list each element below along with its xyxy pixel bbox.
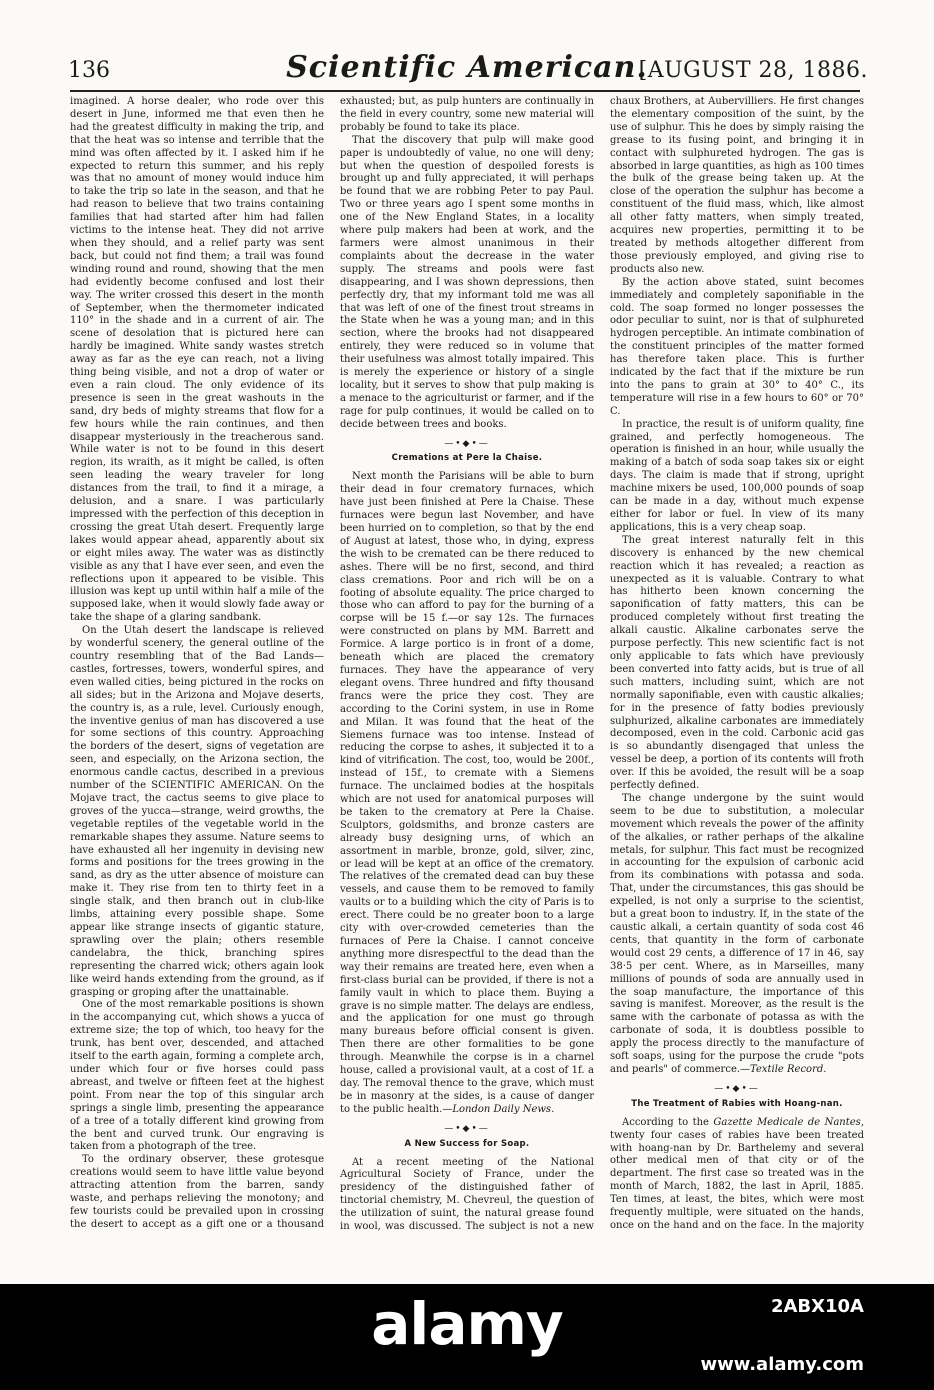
article-heading-cremations: Cremations at Pere la Chaise. <box>391 453 543 464</box>
paragraph-text: According to the <box>622 1116 714 1128</box>
article-paragraph: One of the most remarkable positions is shown in the accompanying cut, which shows a yucca of extreme size; the top of which, too heavy for the trunk, has bent over, descended, and attached itself to the earth again, forming a complete arch, under which four or five horses could pass abreast, and twelve or fifteen feet at the highest point. From near the top of this singular arch springs a single limb, presenting the appearance of a tree of a totally different kind growing from the bent and curved trunk. Our engraving is taken from a photograph of the tree. <box>70 999 324 1153</box>
issue-date: [AUGUST 28, 1886. <box>638 58 868 83</box>
paragraph-text: Next month the Parisians will be able to burn their dead in four crematory furnaces, which have just been finished at Pere la Chaise. These furnaces were begun last November, and have been hurried on to completion, so that by the end of August at latest, those who, in dying, express the wish to be cremated can be there reduced to ashes. There will be no first, second, and third class cremations. Poor and rich will be on a footing of absolute equality. The price charged to those who can afford to pay for the burning of a corpse will be 15 f.—or say 12s. The furnaces were constructed on plans by MM. Barrett and Formice. A large portico is in front of a dome, beneath which are placed the crematory furnaces. They have the appearance of very elegant ovens. Three hundred and fifty thousand francs were the price they cost. They are according to the Corini system, in use in Rome and Milan. It was found that the heat of the Siemens furnace was too intense. Instead of reducing the corpse to ashes, it subjected it to a kind of vitrification. The cost, too, would be 200f., instead of 15f., to cremate with a Siemens furnace. The unclaimed bodies at the hospitals which are not used for anatomical purposes will be taken to the crematory at Pere la Chaise. Sculptors, goldsmiths, and bronze casters are already busy designing urns, of which an assortment in marble, bronze, gold, silver, zinc, or lead will be kept at an office of the crematory. The relatives of the cremated dead can buy these vessels, and cause them to be removed to family vaults or to a building which the city of Paris is to erect. There could be no greater boon to a large city with over-crowded cemeteries than the furnaces of Pere la Chaise. I cannot conceive anything more disrespectful to the dead than the way their remains are treated here, even when a first-class burial can be provided, if there is not a family vault in which to place them. Buying a grave is no simple matter. The delays are endless, and the application for one must go through many bureaus before official consent is given. Then there are other formalities to be gone through. Meanwhile the corpse is in a charnel house, called a provisional vault, at a cost of 1f. a day. The removal thence to the grave, which must be in masonry at the sides, is a cause of danger to the public health.— <box>340 471 594 1115</box>
source-citation: London Daily News. <box>452 1103 555 1115</box>
stock-watermark-band <box>0 1284 934 1390</box>
source-citation: Textile Record. <box>750 1063 827 1075</box>
column-3 <box>610 96 864 1232</box>
article-paragraph: chaux Brothers, at Aubervilliers. He first changes the elementary composition of the suint, by the use of sulphur. This he does by simply raising the grease to its fusing point, and bringing it in contact with sulphureted hydrogen. The gas is absorbed in large quantities, as high as 100 times the bulk of the grease being taken up. At the close of the operation the sulphur has become a constituent of the fluid mass, which, like almost all other fatty matters, when simply treated, acquires new properties, permitting it to be treated by methods altogether different from those previously employed, and giving rise to products also new. <box>610 96 864 275</box>
section-ornament: —•◆•— <box>444 438 490 449</box>
article-paragraph: imagined. A horse dealer, who rode over this desert in June, informed me that even then he had the greatest difficulty in making the trip, and that the heat was so intense and terrible that the mind was often affected by it. I asked him if he expected to return this summer, and his reply was that no amount of money would induce him to take the trip so late in the season, and that he had reason to believe that two trains containing families that had started after him had fallen victims to the intense heat. They did not arrive when they should, and a relief party was sent back, but could not find them; a trail was found winding round and round, showing that the men had evidently become confused and lost their way. The writer crossed this desert in the month of September, when the thermometer indicated 110° in the shade and in a current of air. The scene of desolation that is pictured here can hardly be imagined. White sandy wastes stretch away as far as the eye can reach, not a living thing being visible, and not a drop of water or even a rain cloud. The only evidence of its presence is seen in the great washouts in the sand, dry beds of mighty streams that flow for a few hours while the rain continues, and then disappear mysteriously in the treacherous sand. While water is not to be found in this desert region, its wraith, as it might be called, is often seen leading the weary traveler for long distances from the trail, to find it a mirage, a delusion, and a snare. I was particularly impressed with the perfection of this deception in crossing the great Utah desert. Frequently large lakes would appear ahead, apparently about six or eight miles away. The water was as distinctly visible as any that I have ever seen, and even the reflections upon it appeared to be visible. This illusion was kept up until within half a mile of the supposed lake, when it would slowly fade away or take the shape of a glaring sandbank. <box>70 96 324 624</box>
masthead-title: Scientific American. <box>286 50 648 85</box>
source-citation: Gazette Medicale de Nantes <box>713 1116 861 1128</box>
alamy-logo: alamy <box>371 1290 563 1358</box>
watermark-url: www.alamy.com <box>700 1354 864 1375</box>
article-paragraph: In practice, the result is of uniform quality, fine grained, and perfectly homogeneous. The operation is finished in an hour, while usually the making of a batch of soda soap takes six or eight days. The claim is made that if strong, upright machine mixers be used, 100,000 pounds of soap can be made in a day, without much expense either for labor or fuel. In view of its many applications, this is a very cheap soap. <box>610 418 864 533</box>
article-paragraph: That the discovery that pulp will make good paper is undoubtedly of value, no one will deny; but when the question of despoiled forests is brought up and fully appreciated, it will perhaps be found that we are robbing Peter to pay Paul. Two or three years ago I spent some months in one of the New England States, in a locality where pulp makers had been at work, and the farmers were almost unanimous in their complaints about the decrease in the water supply. The streams and pools were fast disappearing, and I was shown depressions, then perfectly dry, that my informant told me was all that was left of one of the finest trout streams in the State when he was a young man; and in this section, where the brooks had not disappeared entirely, they were reduced so in volume that their usefulness was almost totally impaired. This is merely the experience or history of a single locality, but it serves to show that pulp making is a menace to the agriculturist or farmer, and if the rage for pulp continues, it would be called on to decide between trees and books. <box>340 134 594 430</box>
article-paragraph <box>610 793 864 1077</box>
section-ornament: —•◆•— <box>444 1123 490 1134</box>
paragraph-text: , twenty four cases of rabies have been treated with hoang-nan by Dr. Barthelemy and several other medical men of that city or of the department. The first case so treated was in the month of March, 1882, the last in April, 1885. Ten times, at least, the bites, which were most frequently multiple, were situated on the hands, once on the hand and on the face. In the majority <box>610 1116 864 1231</box>
article-paragraph <box>610 1117 864 1232</box>
article-paragraph: On the Utah desert the landscape is relieved by wonderful scenery, the general outline of the country resembling that of the Bad Lands—castles, fortresses, towers, wonderful spires, and even walled cities, being pictured in the rocks on all sides; but in the Arizona and Mojave deserts, the country is, as a rule, level. Curiously enough, the inventive genius of man has discovered a use for some sections of this country. Approaching the borders of the desert, signs of vegetation are seen, and especially, on the Arizona section, the enormous candle cactus, described in a previous number of the SCIENTIFIC AMERICAN. On the Mojave tract, the cactus seems to give place to groves of the yucca—strange, weird growths, the vegetable reptiles of the vegetable world in the remarkable shapes they assume. Nature seems to have exhausted all her ingenuity in devising new forms and positions for the trees growing in the sand, as dry as the utter absence of moisture can make it. They rise from ten to thirty feet in a single stalk, and then branch out in club-like limbs, attaining every possible shape. Some appear like strange insects of gigantic stature, sprawling over the plain; others resemble candelabra, the thick, branching spires representing the charred wick; others again look like weird hands extending from the ground, as if grasping or groping after the unattainable. <box>70 625 324 998</box>
article-heading-soap: A New Success for Soap. <box>404 1138 530 1149</box>
paragraph-text: The change undergone by the suint would seem to be due to substitution, a molecular movement which reveals the power of the affinity of the alkalies, or rather perhaps of the alkaline metals, for sulphur. This fact must be recognized in accounting for the expulsion of carbonic acid from its combinations with potassa and soda. That, under the circumstances, this gas should be expelled, is not only a surprise to the scientist, but a great boon to industry. If, in the state of the caustic alkali, a certain quantity of soda cost 46 cents, that quantity in the form of carbonate would cost 29 cents, a difference of 17 in 46, say 38·5 per cent. Where, as in Marseilles, many millions of pounds of soda are annually used in the soap manufacture, the importance of this saving is manifest. Moreover, as the result is the same with the carbonate of potassa as with the carbonate of soda, it is doubtless possible to apply the process directly to the manufacture of soft soaps, using for the purpose the crude "pots and pearls" of commerce.— <box>610 792 864 1075</box>
article-paragraph: exhausted; but, as pulp hunters are continually in the field in every country, some new material will probably be found to take its place. <box>340 96 594 133</box>
section-ornament: —•◆•— <box>714 1083 760 1094</box>
page-header <box>48 50 886 90</box>
article-paragraph: At a recent meeting of the National Agricultural Society of France, under the presidency of the distinguished father of tinctorial chemistry, M. Chevreul, the question of the utilization of suint, the natural grease found in wool, was discussed. The subject is not a new <box>340 1156 594 1232</box>
article-paragraph <box>340 471 594 1116</box>
article-paragraph: By the action above stated, suint becomes immediately and completely saponifiable in the cold. The soap formed no longer possesses the odor peculiar to suint, nor is that of sulphureted hydrogen perceptible. An intimate combination of the constituent principles of the matter formed has therefore taken place. This is further indicated by the fact that if the mixture be run into the pans to grain at 30° to 40° C., its temperature will rise in a few hours to 60° or 70° C. <box>610 276 864 417</box>
column-1 <box>70 96 324 1232</box>
article-heading-rabies: The Treatment of Rabies with Hoang-nan. <box>631 1098 843 1109</box>
image-id: 2ABX10A <box>770 1296 864 1317</box>
column-2 <box>340 96 594 1232</box>
page-number: 136 <box>68 58 110 83</box>
header-rule <box>70 90 860 92</box>
article-paragraph: To the ordinary observer, these grotesque creations would seem to have little value beyond attracting attention from the barren, sandy waste, and perhaps relieving the monotony; and few tourists could be prevailed upon in crossing the desert to accept as a gift one or a thousand <box>70 1154 324 1230</box>
article-paragraph: The great interest naturally felt in this discovery is enhanced by the new chemical reaction which it has revealed; a reaction as unexpected as it is valuable. Contrary to what has hitherto been known concerning the saponification of fatty matters, this can be produced completely without first treating the alkali caustic. Alkaline carbonates serve the purpose perfectly. This new scientific fact is not only applicable to fats which have previously been converted into fatty acids, but is true of all such matters, including suint, which are not normally saponifiable, even with caustic alkalies; for in the presence of fatty bodies previously sulphurized, alkaline carbonates are immediately decomposed, even in the cold. Carbonic acid gas is so abundantly disengaged that unless the vessel be deep, a portion of its contents will froth over. If this be avoided, the result will be a soap perfectly defined. <box>610 534 864 792</box>
